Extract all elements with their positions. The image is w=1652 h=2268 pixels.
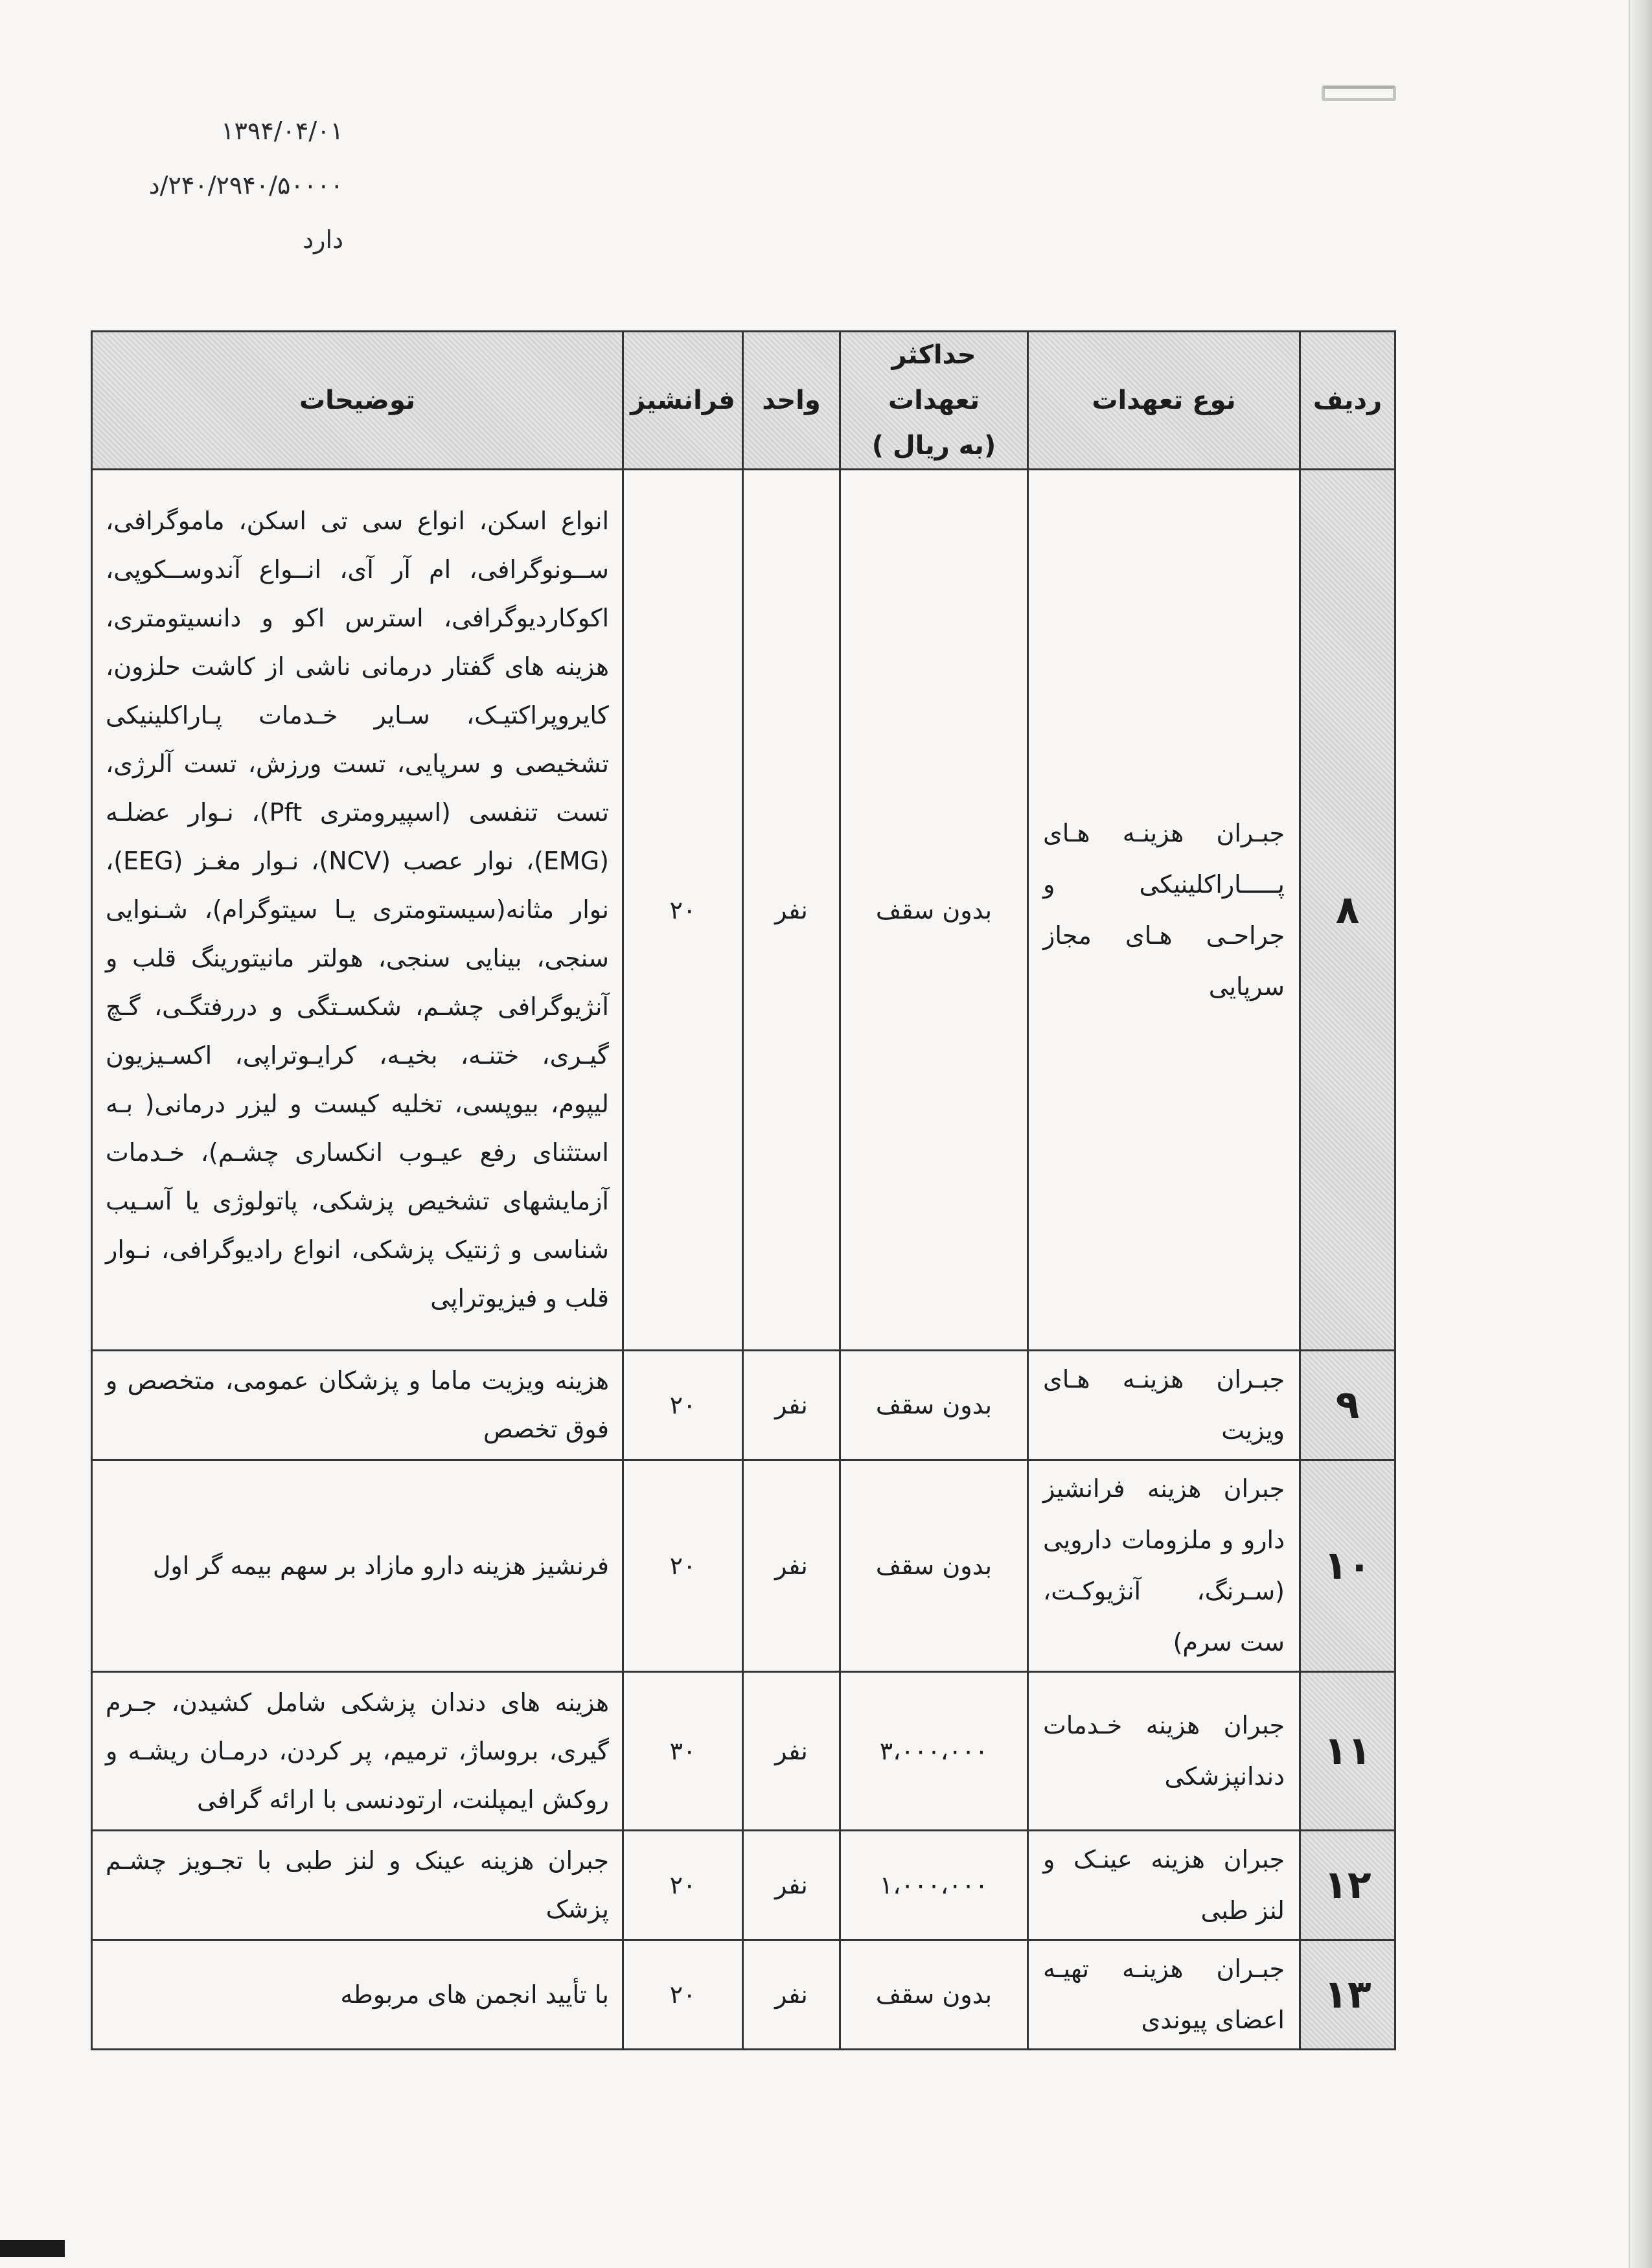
commitment-type: جبـران هزینـه تهیـه اعضای پیوندی bbox=[1028, 1940, 1300, 2050]
max-commitment: بدون سقف bbox=[840, 1351, 1028, 1460]
table-row bbox=[92, 1672, 1395, 1831]
description: جبران هزینه عینک و لنز طبی با تجـویز چشـم پزشک bbox=[92, 1831, 623, 1940]
max-commitment: بدون سقف bbox=[840, 470, 1028, 1351]
commitment-type: جبـران هزینـه هـای ویزیت bbox=[1028, 1351, 1300, 1460]
table-row bbox=[92, 1831, 1395, 1940]
description: هزینه های دندان پزشکی شامل کشیدن، جـرم گیری، بروساژ، ترمیم، پر کردن، درمـان ریشـه و روکش ایمپلنت، ارتودنسی با ارائه گرافی bbox=[92, 1672, 623, 1831]
unit: نفر bbox=[743, 1672, 840, 1831]
description: فرنشیز هزینه دارو مازاد بر سهم بیمه گر اول bbox=[92, 1460, 623, 1672]
unit: نفر bbox=[743, 1831, 840, 1940]
letter-header bbox=[97, 104, 343, 267]
header-franchise: فرانشیز bbox=[623, 332, 743, 470]
commitments-table bbox=[91, 330, 1396, 2050]
description: با تأیید انجمن های مربوطه bbox=[92, 1940, 623, 2050]
table-header-row bbox=[92, 332, 1395, 470]
table-row bbox=[92, 1351, 1395, 1460]
commitment-type: جبران هزینه خـدمات دندانپزشکی bbox=[1028, 1672, 1300, 1831]
table-row bbox=[92, 470, 1395, 1351]
franchise: ۲۰ bbox=[623, 1940, 743, 2050]
franchise: ۳۰ bbox=[623, 1672, 743, 1831]
max-commitment: بدون سقف bbox=[840, 1460, 1028, 1672]
franchise: ۲۰ bbox=[623, 1351, 743, 1460]
header-max-commitment: حداکثر تعهدات (به ریال ) bbox=[840, 332, 1028, 470]
unit: نفر bbox=[743, 1460, 840, 1672]
table-row bbox=[92, 1460, 1395, 1672]
table-row bbox=[92, 1940, 1395, 2050]
row-number: ۱۰ bbox=[1300, 1460, 1395, 1672]
staple-mark bbox=[1322, 86, 1396, 101]
row-number: ۹ bbox=[1300, 1351, 1395, 1460]
header-row-number: ردیف bbox=[1300, 332, 1395, 470]
unit: نفر bbox=[743, 1351, 840, 1460]
letter-date: ۱۳۹۴/۰۴/۰۱ bbox=[221, 117, 343, 145]
page-edge bbox=[1629, 0, 1652, 2268]
commitment-type: جبران هزینه عینـک و لنز طبی bbox=[1028, 1831, 1300, 1940]
header-commitment-type: نوع تعهدات bbox=[1028, 332, 1300, 470]
row-number: ۱۳ bbox=[1300, 1940, 1395, 2050]
max-commitment: ۳،۰۰۰،۰۰۰ bbox=[840, 1672, 1028, 1831]
franchise: ۲۰ bbox=[623, 1831, 743, 1940]
franchise: ۲۰ bbox=[623, 470, 743, 1351]
letter-attachment: دارد bbox=[303, 225, 343, 254]
max-commitment: ۱،۰۰۰،۰۰۰ bbox=[840, 1831, 1028, 1940]
commitment-type: جبران هزینه فرانشیز دارو و ملزومات دارویی (سـرنگ، آنژیوکـت، ست سرم) bbox=[1028, 1460, 1300, 1672]
header-description: توضیحات bbox=[92, 332, 623, 470]
max-commitment: بدون سقف bbox=[840, 1940, 1028, 2050]
row-number: ۱۲ bbox=[1300, 1831, 1395, 1940]
franchise: ۲۰ bbox=[623, 1460, 743, 1672]
watermark-logo bbox=[0, 2240, 65, 2257]
unit: نفر bbox=[743, 470, 840, 1351]
description: انواع اسکن، انواع سی تی اسکن، ماموگرافی، ســونوگرافی، ام آر آی، انــواع آندوســکوپی، اکوکاردیوگرافی، استرس اکو و دانسیتومتری، هزینه های گفتار درمانی ناشی از کاشت حلزون، کایروپراکتیـک، سـایر خـدمات پـاراکلینیکی تشخیصی و سرپایی، تست ورزش، تست آلرژی، تست تنفسی (اسپیرومتری Pft)، نـوار عضلـه (EMG)، نوار عصب (NCV)، نـوار مغـز (EEG)، نوار مثانه(سیستومتری یـا سیتوگرام)، شـنوایی سنجی، بینایی سنجی، هولتر مانیتورینگ قلب و آنژیوگرافی چشـم، شکسـتگی و دررفتگـی، گـچ گیـری، ختنـه، بخیـه، کرایـوتراپی، اکسـیزیون لیپوم، بیوپسی، تخلیه کیست و لیزر درمانی( بـه استثنای رفع عیـوب انکساری چشـم)، خـدمات آزمایشهای تشخیص پزشکی، پاتولوژی یا آسـیب شناسی و ژنتیک پزشکی، انواع رادیوگرافی، نـوار قلب و فیزیوتراپی bbox=[92, 470, 623, 1351]
header-unit: واحد bbox=[743, 332, 840, 470]
commitment-type: جبـران هزینـه هـای پـــــاراکلینیکی و جراحـی هـای مجاز سرپایی bbox=[1028, 470, 1300, 1351]
unit: نفر bbox=[743, 1940, 840, 2050]
letter-number: ۲۴۰/۲۹۴۰/۵۰۰۰۰/د bbox=[148, 171, 343, 200]
description: هزینه ویزیت ماما و پزشکان عمومی، متخصص و فوق تخصص bbox=[92, 1351, 623, 1460]
row-number: ۱۱ bbox=[1300, 1672, 1395, 1831]
row-number: ۸ bbox=[1300, 470, 1395, 1351]
